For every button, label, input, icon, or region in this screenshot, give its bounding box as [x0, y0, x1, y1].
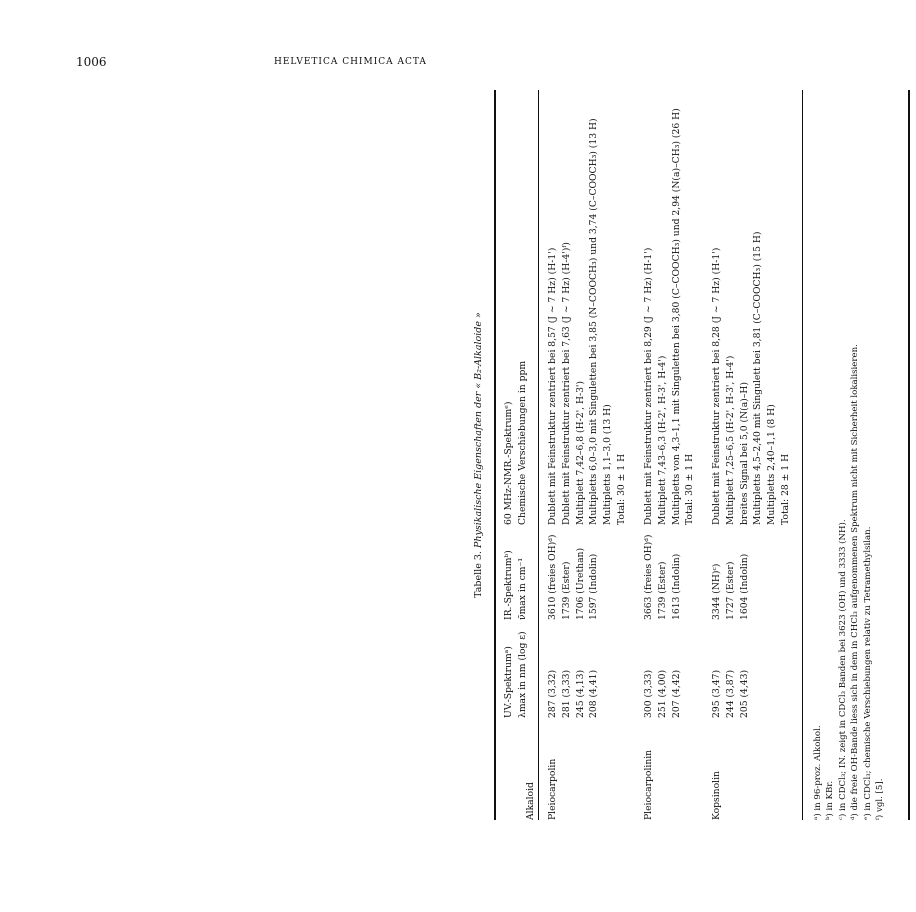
header-alkaloid: Alkaloid	[525, 782, 536, 820]
rotated-table-region	[472, 90, 916, 820]
bottom-rule	[802, 90, 803, 820]
table-caption	[472, 90, 486, 820]
row1-nmr: Dublett mit Feinstruktur zentriert bei 8,57 (J ~ 7 Hz) (H-1') Dublett mit Feinstruktur zentriert bei 7,63 (J ~ 7 Hz) (H-4')ᶠ) Multiplett 7,42–6,8 (H-2', H-3') Multipletts 6,0–3,0 mit Singuletten bei 3,85 (N–COOCH₃) und 3,74 (C–COOCH₃) (13 H) Multipletts 1,1–3,0 (13 H) Total: 30 ± 1 H	[547, 118, 627, 525]
row3-alkaloid: Kopsinolin	[711, 771, 722, 820]
footnote-b: ᵇ) in KBr.	[825, 780, 836, 820]
row1-ir: 3610 (freies OH)ᵈ) 1739 (Ester) 1706 (Urethan) 1597 (Indolin)	[547, 534, 600, 620]
row3-uv: 295 (3,47) 244 (3,87) 205 (4,43)	[711, 669, 750, 718]
row1-uv: 287 (3,32) 281 (3,33) 245 (4,13) 208 (4,41)	[547, 669, 600, 718]
top-rule	[494, 90, 496, 820]
header-uv: UV.-Spektrumᵃ) λmax in nm (log ε)	[503, 631, 528, 718]
caption-title: Physikalische Eigenschaften der « B₂-Alkaloide »	[473, 312, 484, 549]
row1-alkaloid: Pleiocarpolin	[547, 758, 558, 820]
row2-uv: 300 (3,33) 251 (4,00) 207 (4,42)	[643, 669, 682, 718]
row3-nmr: Dublett mit Feinstruktur zentriert bei 8,28 (J ~ 7 Hz) (H-1') Multiplett 7,25–6,5 (H-2', H-3', H-4') breites Signal bei 5,0 (N(a)–H) Multipletts 4,5–2,40 mit Singulett bei 3,81 (C–COOCH₃) (15 H) Multipletts 2,40–1,1 (8 H) Total: 28 ± 1 H	[711, 231, 791, 525]
header-nmr: 60 MHz-NMR.-Spektrumᵉ) Chemische Verschiebungen in ppm	[503, 360, 528, 525]
footnotes	[812, 90, 887, 820]
page-number: 1006	[76, 55, 107, 69]
footnote-e: ᵉ) in CDCl₃; chemische Verschiebungen relativ zu Tetramethylsilan.	[862, 526, 873, 820]
footnote-f: ᶠ) vgl. [5].	[875, 778, 886, 820]
caption-prefix: Tabelle 3.	[473, 551, 484, 598]
header-ir: IR.-Spektrumᵇ) ν̃max in cm⁻¹	[503, 550, 528, 620]
row2-nmr: Dublett mit Feinstruktur zentriert bei 8,29 (J ~ 7 Hz) (H-1') Multiplett 7,43–6,3 (H-2', H-3', H-4') Multipletts von 4,3–1,1 mit Singuletten bei 3,80 (C–COOCH₃) und 2,94 (N(a)–CH₃) (26 H) Total: 30 ± 1 H	[643, 108, 696, 525]
journal-name: HELVETICA CHIMICA ACTA	[274, 57, 427, 67]
row2-ir: 3663 (freies OH)ᵈ) 1739 (Ester) 1613 (Indolin)	[643, 534, 682, 620]
footnote-a: ᵃ) in 96-proz. Alkohol.	[813, 725, 823, 820]
row2-alkaloid: Pleiocarpolinin	[643, 749, 654, 820]
row3-ir: 3344 (NH)ᶜ) 1727 (Ester) 1604 (Indolin)	[711, 553, 750, 620]
footnote-c: ᶜ) in CDCl₃; IN. zeigt in CDCl₃ Banden bei 3623 (OH) und 3333 (NH).	[837, 519, 848, 820]
page-header	[0, 0, 624, 70]
page-bottom-rule	[908, 90, 910, 820]
header-rule	[538, 90, 539, 820]
footnote-d: ᵈ) die freie OH-Bande liess sich in dem in CHCl₃ aufgenommenen Spektrum nicht mit Sicherheit lokalisieren.	[850, 344, 861, 820]
